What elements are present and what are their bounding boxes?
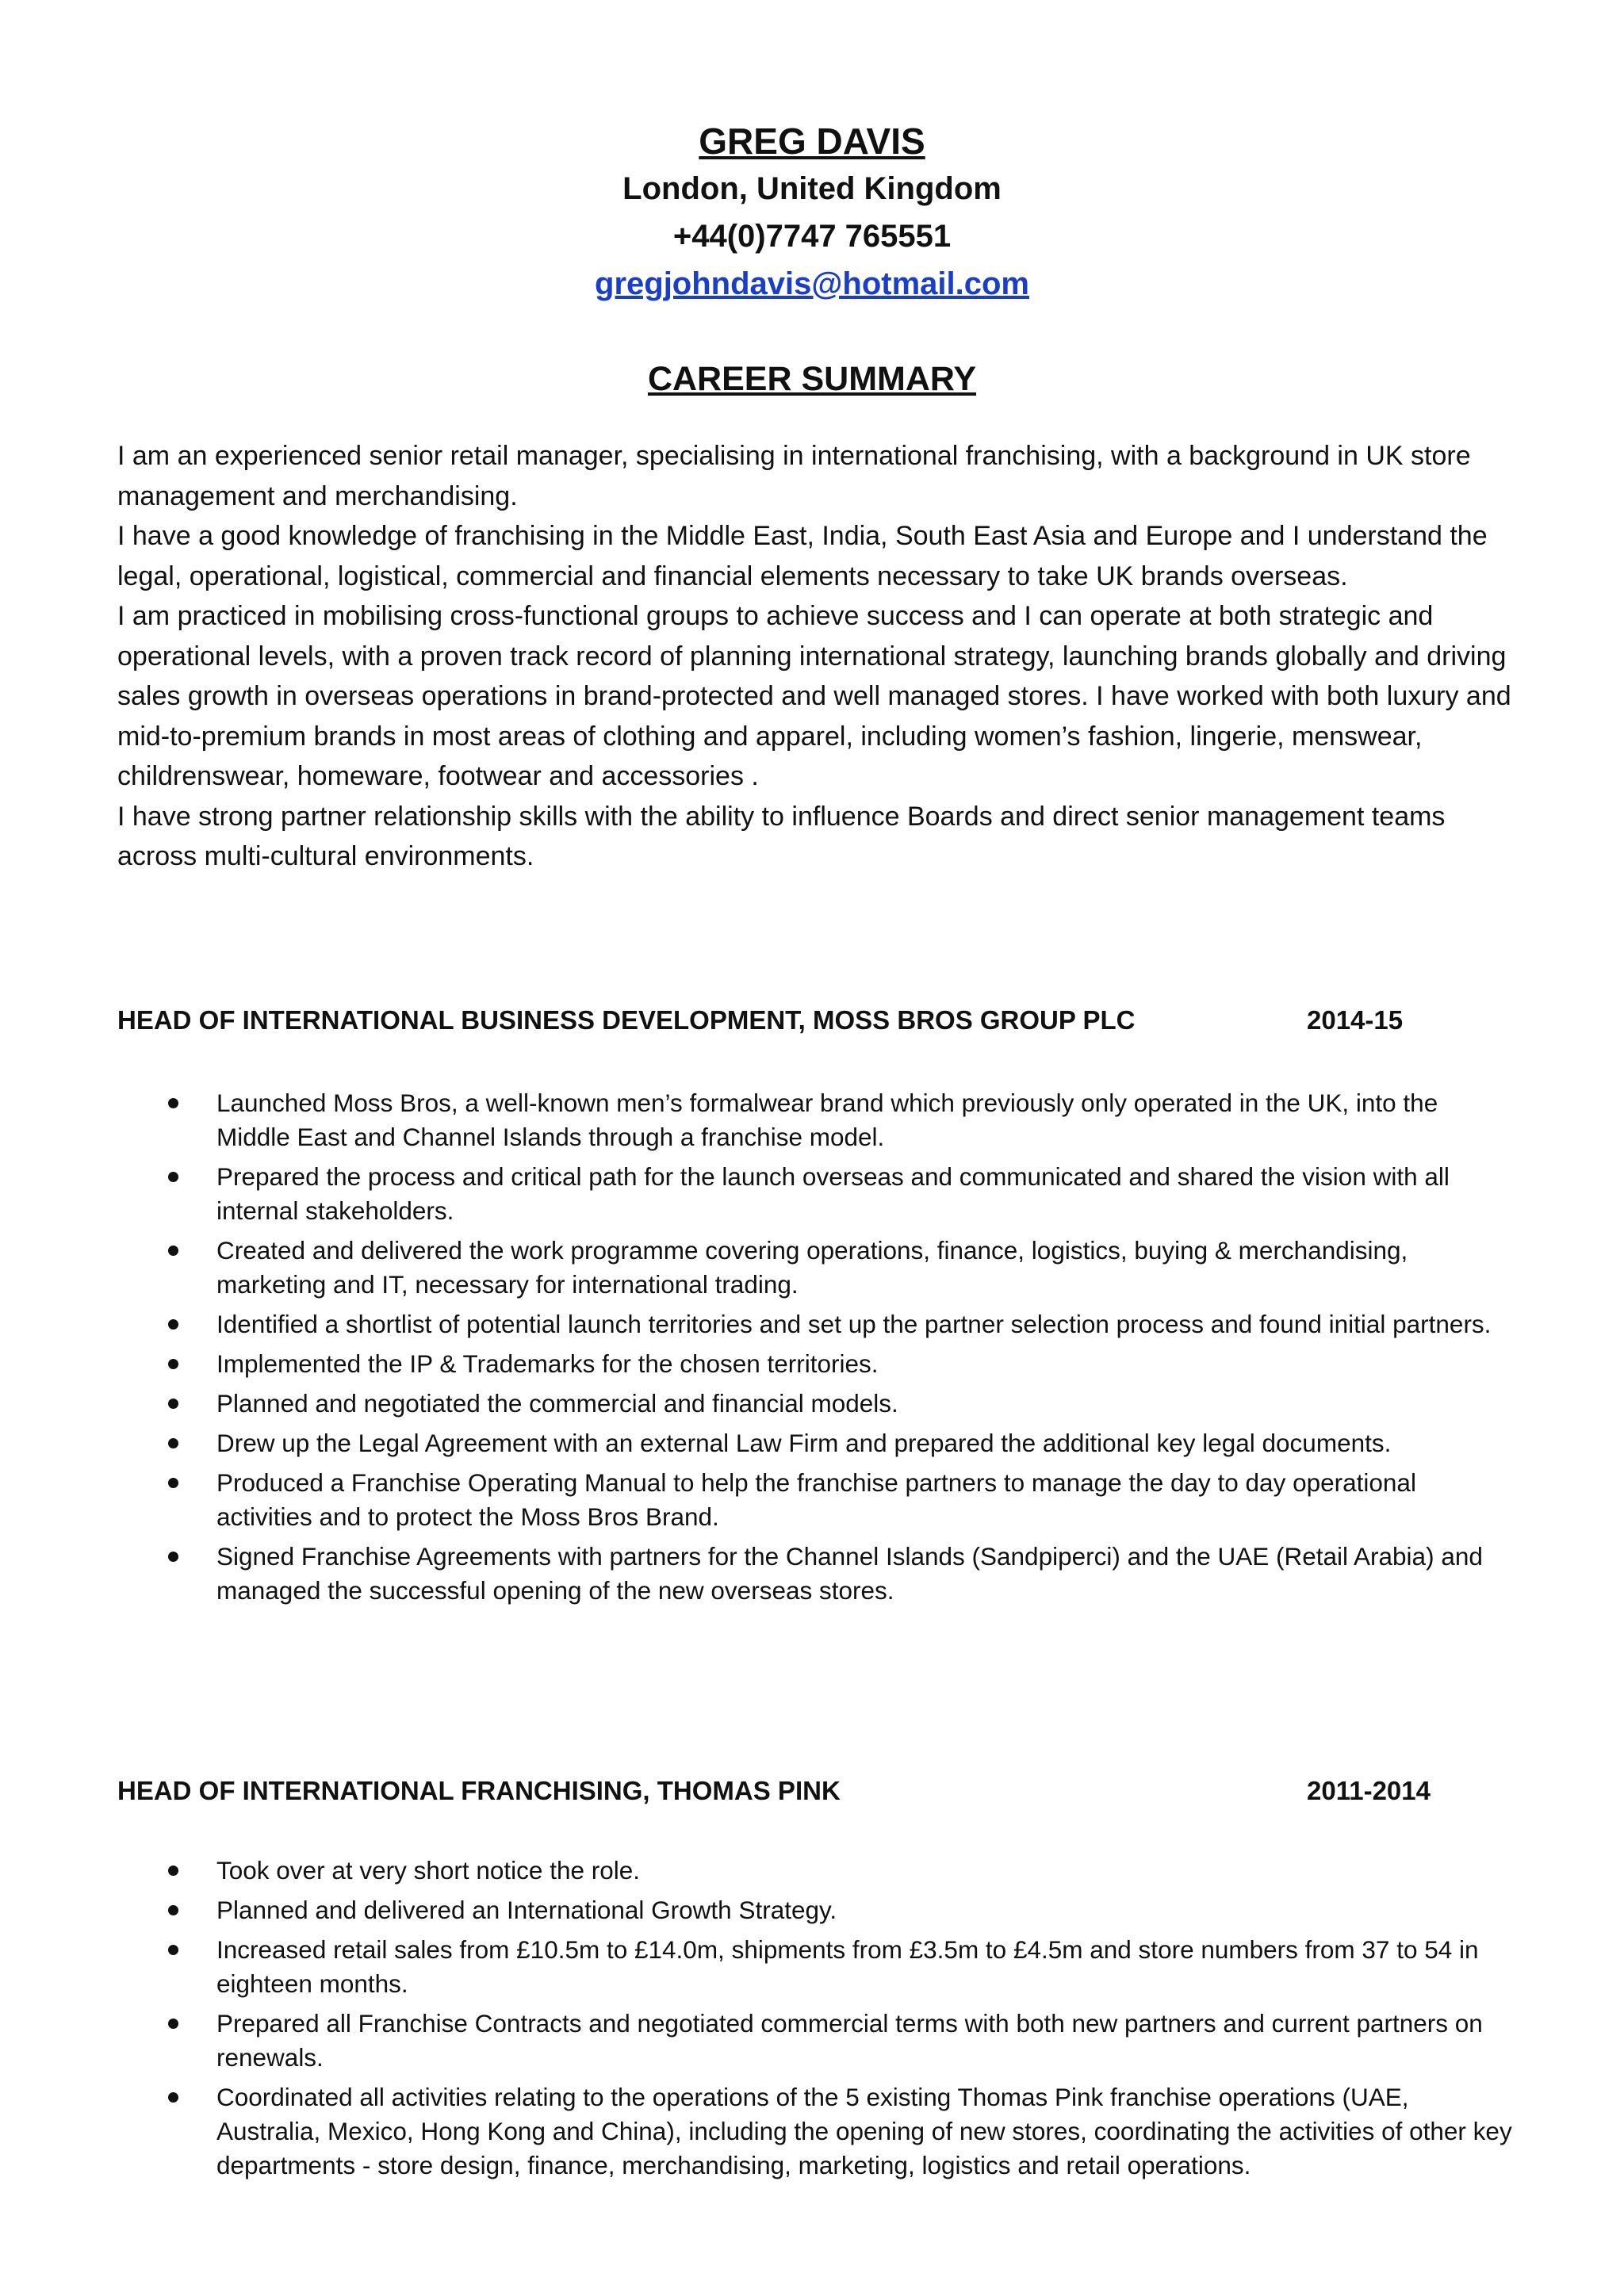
bullet-text: Prepared all Franchise Contracts and negotiated commercial terms with both new partners and current partners on renewals. [216,2009,1483,2072]
job-dates: 2014-15 [1307,1005,1404,1035]
list-item [117,1933,1513,2001]
list-item [117,2080,1513,2183]
bullet-text: Created and delivered the work programme covering operations, finance, logistics, buying & merchandising, marketing and IT, necessary for international trading. [216,1236,1408,1299]
bullet-icon [168,1945,178,1955]
candidate-name: GREG DAVIS [699,121,925,162]
list-item [117,2007,1513,2075]
bullet-icon [168,2092,178,2103]
bullet-text: Implemented the IP & Trademarks for the chosen territories. [216,1349,879,1378]
list-item [117,1466,1513,1534]
summary-paragraph: I have strong partner relationship skills with the ability to influence Boards and direct senior management teams across multi-cultural environments. [117,801,1446,871]
bullet-text: Planned and negotiated the commercial and financial models. [216,1389,898,1418]
bullet-icon [168,1359,178,1369]
candidate-phone: +44(0)7747 765551 [672,219,952,254]
bullet-icon [168,2019,178,2029]
career-summary-heading: CAREER SUMMARY [647,360,977,398]
bullet-text: Increased retail sales from £10.5m to £14.0m, shipments from £3.5m to £4.5m and store numbers from 37 to 54 in eighteen months. [216,1935,1479,1998]
bullet-text: Prepared the process and critical path for the launch overseas and communicated and shared the vision with all internal stakeholders. [216,1162,1450,1225]
summary-paragraph: I am practiced in mobilising cross-functional groups to achieve success and I can operate at both strategic and operational levels, with a proven track record of planning international strategy, launching brands globally and driving sales growth in overseas operations in brand-protected and well managed stores. I have worked with both luxury and mid-to-premium brands in most areas of clothing and apparel, including women’s fashion, lingerie, menswear, childrenswear, homeware, footwear and accessories . [117,601,1511,791]
bullet-icon [168,1399,178,1409]
list-item [117,1234,1513,1302]
bullet-text: Identified a shortlist of potential launch territories and set up the partner selection process and found initial partners. [216,1310,1492,1338]
summary-paragraph: I am an experienced senior retail manager, specialising in international franchising, with a background in UK store management and merchandising. [117,441,1471,511]
list-item [117,1426,1513,1460]
list-item [117,1307,1513,1341]
bullet-icon [168,1246,178,1256]
list-item [117,1160,1513,1228]
list-item [117,1387,1513,1421]
bullet-icon [168,1866,178,1876]
bullet-text: Signed Franchise Agreements with partners for the Channel Islands (Sandpiperci) and the UAE (Retail Arabia) and managed the successful opening of the new overseas stores. [216,1542,1483,1605]
list-item [117,1893,1513,1927]
contact-header [0,117,1624,308]
job-title: HEAD OF INTERNATIONAL FRANCHISING, THOMAS PINK [117,1776,841,1805]
list-item [117,1854,1513,1888]
candidate-location: London, United Kingdom [622,171,1002,206]
bullet-icon [168,1905,178,1915]
bullet-text: Launched Moss Bros, a well-known men’s formalwear brand which previously only operated in the UK, into the Middle East and Channel Islands through a franchise model. [216,1089,1438,1151]
job-achievements-moss-bros [117,1086,1513,1613]
bullet-icon [168,1319,178,1330]
bullet-text: Took over at very short notice the role. [216,1856,641,1885]
bullet-icon [168,1478,178,1488]
bullet-icon [168,1098,178,1108]
bullet-text: Planned and delivered an International Growth Strategy. [216,1896,837,1924]
bullet-icon [168,1438,178,1448]
bullet-text: Coordinated all activities relating to the operations of the 5 existing Thomas Pink franchise operations (UAE, Australia, Mexico, Hong Kong and China), including the opening of new stores, coordinating the activities of other key departments - store design, finance, merchandising, marketing, logistics and retail operations. [216,2083,1512,2179]
list-item [117,1347,1513,1381]
career-summary [117,436,1521,877]
list-item [117,1540,1513,1608]
job-dates: 2011-2014 [1307,1776,1431,1805]
bullet-icon [168,1172,178,1182]
job-achievements-thomas-pink [117,1854,1513,2188]
bullet-icon [168,1552,178,1562]
candidate-email-link[interactable]: gregjohndavis@hotmail.com [595,266,1029,301]
summary-paragraph: I have a good knowledge of franchising in the Middle East, India, South East Asia and Europe and I understand the legal, operational, logistical, commercial and financial elements necessary to take UK brands overseas. [117,521,1488,591]
bullet-text: Produced a Franchise Operating Manual to help the franchise partners to manage the day to day operational activities and to protect the Moss Bros Brand. [216,1468,1416,1531]
bullet-text: Drew up the Legal Agreement with an external Law Firm and prepared the additional key legal documents. [216,1429,1392,1457]
list-item [117,1086,1513,1154]
job-title: HEAD OF INTERNATIONAL BUSINESS DEVELOPMENT, MOSS BROS GROUP PLC [117,1005,1136,1035]
